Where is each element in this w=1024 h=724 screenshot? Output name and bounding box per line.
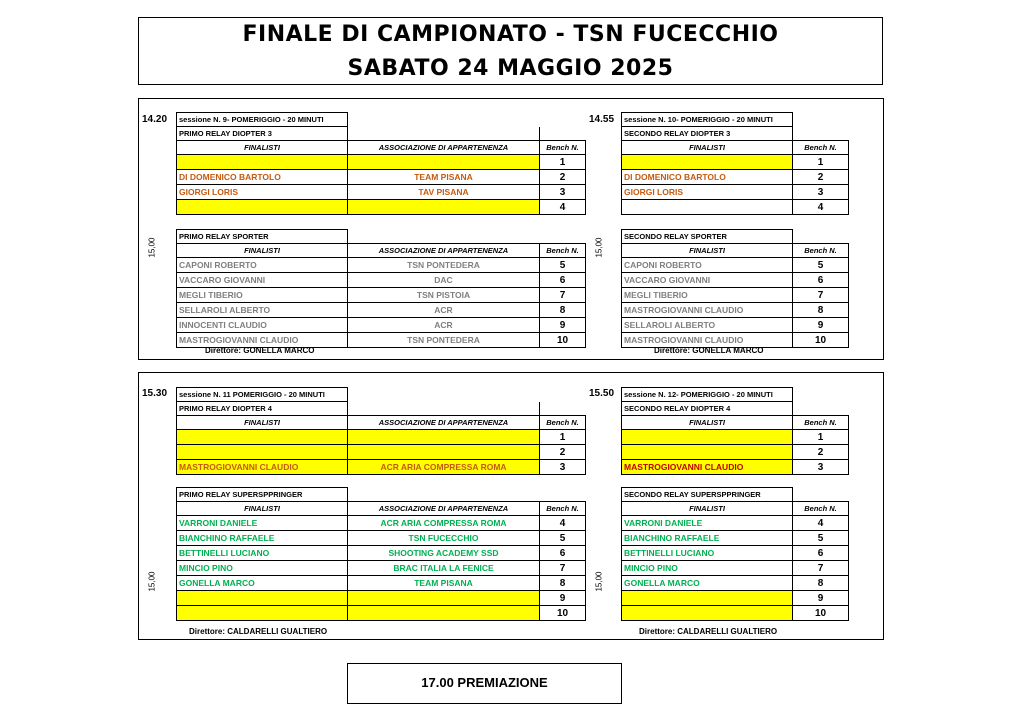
col-bench: Bench N. <box>540 416 586 430</box>
relay-time-vertical: 15,00 <box>147 571 157 592</box>
finalist-name: VACCARO GIOVANNI <box>177 273 348 288</box>
bench-number: 5 <box>793 531 849 546</box>
col-bench: Bench N. <box>793 416 849 430</box>
bench-number: 6 <box>793 546 849 561</box>
session-12-table <box>621 387 849 475</box>
col-finalisti: FINALISTI <box>177 244 348 258</box>
finalist-assoc: TSN PISTOIA <box>348 288 540 303</box>
page-date: SABATO 24 MAGGIO 2025 <box>347 56 674 81</box>
bench-number: 7 <box>793 288 849 303</box>
table-row <box>177 546 586 561</box>
primo-relay-superspringer-table <box>176 487 586 621</box>
finalist-assoc <box>348 606 540 621</box>
table-row <box>177 258 586 273</box>
table-row <box>622 258 849 273</box>
bench-number: 4 <box>793 516 849 531</box>
finalist-name: SELLAROLI ALBERTO <box>177 303 348 318</box>
finalist-assoc: BRAC ITALIA LA FENICE <box>348 561 540 576</box>
session-9-table <box>176 112 586 215</box>
finalist-assoc: ACR <box>348 303 540 318</box>
bench-number: 6 <box>540 273 586 288</box>
col-bench: Bench N. <box>540 244 586 258</box>
finalist-name: GONELLA MARCO <box>622 576 793 591</box>
finalist-assoc: DAC <box>348 273 540 288</box>
table-row <box>622 288 849 303</box>
finalist-name: MASTROGIOVANNI CLAUDIO <box>622 460 793 475</box>
relay-label: SECONDO RELAY DIOPTER 3 <box>622 127 793 141</box>
finalist-name: MEGLI TIBERIO <box>177 288 348 303</box>
finalist-name <box>177 591 348 606</box>
finalist-name: MINCIO PINO <box>622 561 793 576</box>
col-bench: Bench N. <box>793 502 849 516</box>
session-11-table <box>176 387 586 475</box>
finalist-name: MASTROGIOVANNI CLAUDIO <box>622 303 793 318</box>
table-row <box>177 318 586 333</box>
finalist-name: MASTROGIOVANNI CLAUDIO <box>177 460 348 475</box>
finalist-assoc: TSN FUCECCHIO <box>348 531 540 546</box>
table-row <box>622 591 849 606</box>
bench-number: 3 <box>540 460 586 475</box>
director-label: Direttore: CALDARELLI GUALTIERO <box>189 627 328 636</box>
finalist-assoc: ACR <box>348 318 540 333</box>
bench-number: 2 <box>793 445 849 460</box>
relay-label: PRIMO RELAY SUPERSPPRINGER <box>177 488 348 502</box>
finalist-assoc <box>348 200 540 215</box>
finalist-assoc: TAV PISANA <box>348 185 540 200</box>
session-10-table <box>621 112 849 215</box>
table-row <box>177 516 586 531</box>
finalist-name <box>177 155 348 170</box>
table-row <box>177 303 586 318</box>
table-row <box>622 576 849 591</box>
bench-number: 5 <box>540 531 586 546</box>
table-row <box>177 576 586 591</box>
finalist-name: MASTROGIOVANNI CLAUDIO <box>622 333 793 348</box>
table-row <box>177 561 586 576</box>
table-row <box>622 273 849 288</box>
finalist-name: BETTINELLI LUCIANO <box>622 546 793 561</box>
finalist-name: GIORGI LORIS <box>622 185 793 200</box>
finalist-name: VACCARO GIOVANNI <box>622 273 793 288</box>
finalist-name: VARRONI DANIELE <box>177 516 348 531</box>
finalist-name: DI DOMENICO BARTOLO <box>177 170 348 185</box>
finalist-name <box>622 445 793 460</box>
session-label: sessione N. 10- POMERIGGIO - 20 MINUTI <box>622 113 793 127</box>
finalist-assoc: TSN PONTEDERA <box>348 333 540 348</box>
table-row <box>622 170 849 185</box>
finalist-name <box>177 445 348 460</box>
finalist-assoc <box>348 155 540 170</box>
col-associazione: ASSOCIAZIONE DI APPARTENENZA <box>348 244 540 258</box>
col-finalisti: FINALISTI <box>622 244 793 258</box>
finalist-name: BETTINELLI LUCIANO <box>177 546 348 561</box>
finalist-name: MASTROGIOVANNI CLAUDIO <box>177 333 348 348</box>
bench-number: 3 <box>793 460 849 475</box>
bench-number: 10 <box>793 606 849 621</box>
col-finalisti: FINALISTI <box>622 416 793 430</box>
bench-number: 8 <box>540 303 586 318</box>
bench-number: 9 <box>793 318 849 333</box>
relay-time-vertical: 15,00 <box>594 237 604 258</box>
table-row <box>177 273 586 288</box>
relay-label: PRIMO RELAY DIOPTER 3 <box>177 127 348 141</box>
bench-number: 4 <box>540 200 586 215</box>
finalist-name: DI DOMENICO BARTOLO <box>622 170 793 185</box>
finalist-name <box>177 200 348 215</box>
finalist-assoc: ACR ARIA COMPRESSA ROMA <box>348 460 540 475</box>
director-label: Direttore: CALDARELLI GUALTIERO <box>639 627 778 636</box>
bench-number: 5 <box>540 258 586 273</box>
col-associazione: ASSOCIAZIONE DI APPARTENENZA <box>348 502 540 516</box>
table-row <box>622 155 849 170</box>
table-row <box>177 445 586 460</box>
table-row <box>622 318 849 333</box>
table-row <box>177 591 586 606</box>
finalist-name <box>177 606 348 621</box>
bench-number: 5 <box>793 258 849 273</box>
finalist-assoc <box>348 430 540 445</box>
bench-number: 7 <box>540 288 586 303</box>
finalist-name: VARRONI DANIELE <box>622 516 793 531</box>
table-row <box>177 531 586 546</box>
bench-number: 4 <box>793 200 849 215</box>
table-row <box>622 546 849 561</box>
bench-number: 3 <box>793 185 849 200</box>
bench-number: 3 <box>540 185 586 200</box>
table-row <box>177 185 586 200</box>
finalist-name <box>622 606 793 621</box>
bench-number: 7 <box>540 561 586 576</box>
relay-label: PRIMO RELAY SPORTER <box>177 230 348 244</box>
table-row <box>622 460 849 475</box>
bench-number: 10 <box>540 606 586 621</box>
col-associazione: ASSOCIAZIONE DI APPARTENENZA <box>348 141 540 155</box>
secondo-relay-sporter-table <box>621 229 849 348</box>
session-time: 15.30 <box>142 388 168 399</box>
col-bench: Bench N. <box>793 141 849 155</box>
schedule-block-1 <box>138 98 884 360</box>
table-row <box>622 561 849 576</box>
finalist-name: MEGLI TIBERIO <box>622 288 793 303</box>
table-row <box>622 200 849 215</box>
bench-number: 7 <box>793 561 849 576</box>
col-finalisti: FINALISTI <box>177 502 348 516</box>
finalist-name <box>177 430 348 445</box>
relay-label: SECONDO RELAY SPORTER <box>622 230 793 244</box>
finalist-name: CAPONI ROBERTO <box>622 258 793 273</box>
title-box <box>138 17 883 85</box>
bench-number: 4 <box>540 516 586 531</box>
table-row <box>177 288 586 303</box>
bench-number: 8 <box>793 303 849 318</box>
col-bench: Bench N. <box>540 502 586 516</box>
session-label: sessione N. 12- POMERIGGIO - 20 MINUTI <box>622 388 793 402</box>
table-row <box>622 303 849 318</box>
bench-number: 1 <box>540 430 586 445</box>
table-row <box>622 185 849 200</box>
session-time: 14.20 <box>142 114 168 125</box>
finalist-name <box>622 200 793 215</box>
bench-number: 6 <box>793 273 849 288</box>
secondo-relay-superspringer-table <box>621 487 849 621</box>
relay-label: PRIMO RELAY DIOPTER 4 <box>177 402 348 416</box>
finalist-name: GONELLA MARCO <box>177 576 348 591</box>
col-associazione: ASSOCIAZIONE DI APPARTENENZA <box>348 416 540 430</box>
relay-label: SECONDO RELAY SUPERSPPRINGER <box>622 488 793 502</box>
finalist-name: GIORGI LORIS <box>177 185 348 200</box>
bench-number: 1 <box>793 430 849 445</box>
relay-time-vertical: 15,00 <box>147 237 157 258</box>
finalist-name: SELLAROLI ALBERTO <box>622 318 793 333</box>
table-row <box>622 531 849 546</box>
director-label: Direttore: GONELLA MARCO <box>205 346 315 355</box>
session-time: 15.50 <box>589 388 615 399</box>
table-row <box>177 170 586 185</box>
director-label: Direttore: GONELLA MARCO <box>654 346 764 355</box>
bench-number: 10 <box>540 333 586 348</box>
finalist-assoc: TEAM PISANA <box>348 170 540 185</box>
session-time: 14.55 <box>589 114 615 125</box>
table-row <box>177 155 586 170</box>
table-row <box>622 516 849 531</box>
table-row <box>177 430 586 445</box>
relay-time-vertical: 15,00 <box>594 571 604 592</box>
bench-number: 2 <box>793 170 849 185</box>
finalist-assoc <box>348 591 540 606</box>
finalist-assoc <box>348 445 540 460</box>
finalist-name: BIANCHINO RAFFAELE <box>177 531 348 546</box>
page-title: FINALE DI CAMPIONATO - TSN FUCECCHIO <box>242 22 779 47</box>
finalist-assoc: TEAM PISANA <box>348 576 540 591</box>
session-label: sessione N. 9- POMERIGGIO - 20 MINUTI <box>177 113 348 127</box>
award-ceremony-box: 17.00 PREMIAZIONE <box>347 663 622 704</box>
finalist-name <box>622 430 793 445</box>
session-label: sessione N. 11 POMERIGGIO - 20 MINUTI <box>177 388 348 402</box>
bench-number: 8 <box>540 576 586 591</box>
table-row <box>622 606 849 621</box>
col-finalisti: FINALISTI <box>177 416 348 430</box>
table-row <box>177 460 586 475</box>
finalist-name <box>622 155 793 170</box>
bench-number: 2 <box>540 445 586 460</box>
col-finalisti: FINALISTI <box>177 141 348 155</box>
finalist-assoc: ACR ARIA COMPRESSA ROMA <box>348 516 540 531</box>
relay-label: SECONDO RELAY DIOPTER 4 <box>622 402 793 416</box>
finalist-name: CAPONI ROBERTO <box>177 258 348 273</box>
table-row <box>622 445 849 460</box>
table-row <box>177 606 586 621</box>
bench-number: 1 <box>540 155 586 170</box>
col-bench: Bench N. <box>540 141 586 155</box>
bench-number: 2 <box>540 170 586 185</box>
finalist-assoc: SHOOTING ACADEMY SSD <box>348 546 540 561</box>
bench-number: 9 <box>540 591 586 606</box>
finalist-name <box>622 591 793 606</box>
primo-relay-sporter-table <box>176 229 586 348</box>
finalist-assoc: TSN PONTEDERA <box>348 258 540 273</box>
col-bench: Bench N. <box>793 244 849 258</box>
bench-number: 8 <box>793 576 849 591</box>
col-finalisti: FINALISTI <box>622 502 793 516</box>
col-finalisti: FINALISTI <box>622 141 793 155</box>
finalist-name: MINCIO PINO <box>177 561 348 576</box>
table-row <box>177 200 586 215</box>
bench-number: 10 <box>793 333 849 348</box>
finalist-name: INNOCENTI CLAUDIO <box>177 318 348 333</box>
table-row <box>622 430 849 445</box>
schedule-block-2 <box>138 372 884 640</box>
bench-number: 9 <box>793 591 849 606</box>
bench-number: 1 <box>793 155 849 170</box>
bench-number: 6 <box>540 546 586 561</box>
finalist-name: BIANCHINO RAFFAELE <box>622 531 793 546</box>
bench-number: 9 <box>540 318 586 333</box>
